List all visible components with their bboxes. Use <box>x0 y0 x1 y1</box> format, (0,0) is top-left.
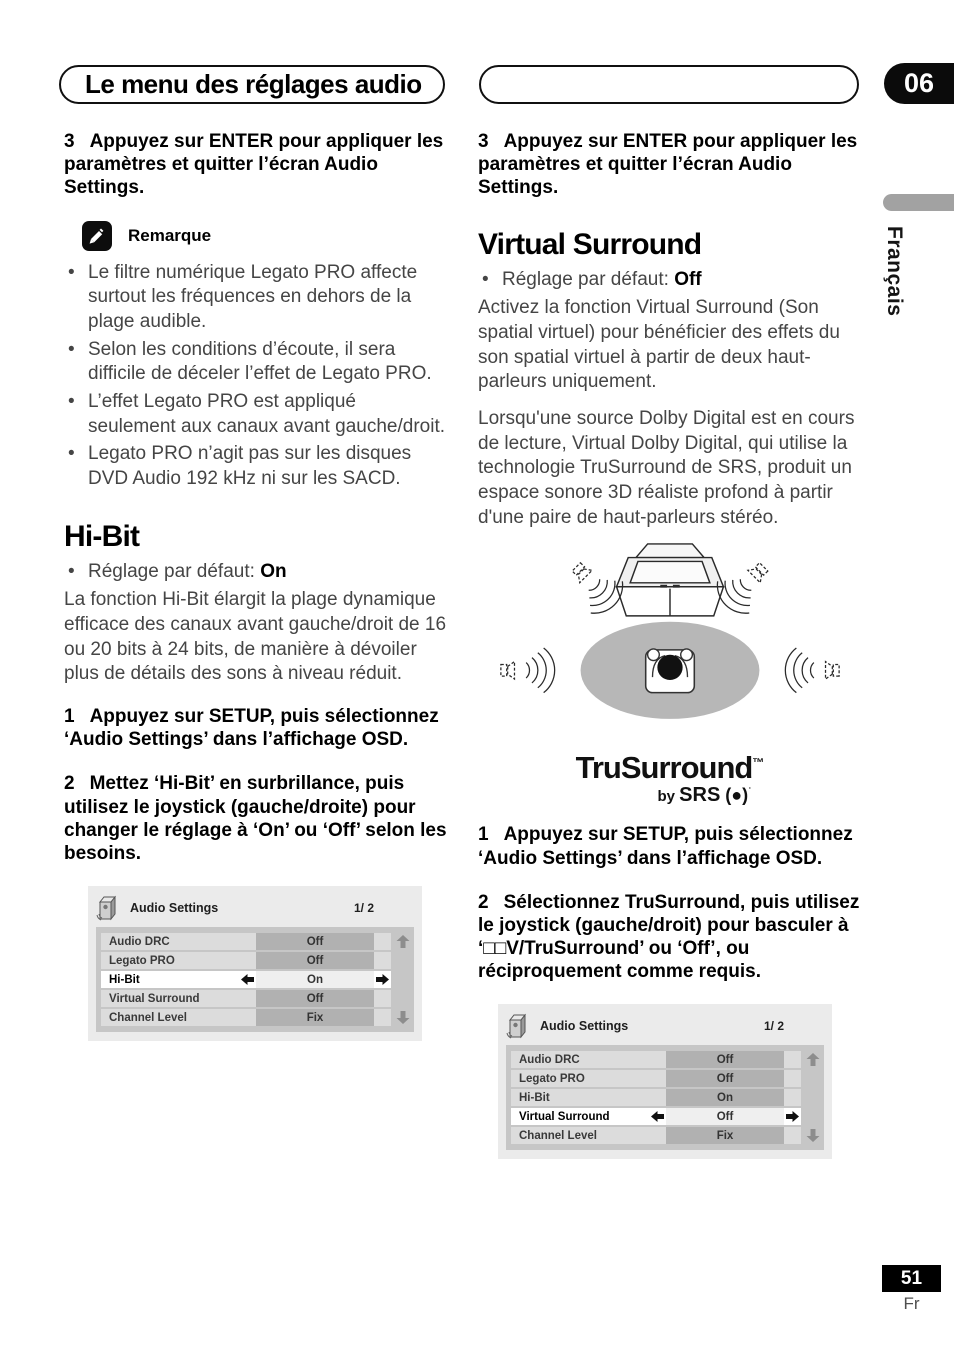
section-title-box <box>59 65 445 104</box>
right-column <box>478 130 861 1159</box>
right-arrow-icon <box>376 974 389 985</box>
osd-menu-panel <box>506 1045 824 1150</box>
note-item: • Le filtre numérique Legato PRO affecte surtout les fréquences en dehors de la plage audible. <box>64 261 447 335</box>
step-1-right <box>478 823 861 869</box>
osd-row-label: Audio DRC <box>109 935 170 948</box>
right-arrow-icon <box>786 1111 799 1122</box>
note-header <box>82 221 447 251</box>
osd-row-value: Off <box>666 1108 784 1125</box>
chapter-number: 06 <box>903 68 935 98</box>
speaker-icon <box>506 1013 528 1039</box>
section-heading-hibit: Hi-Bit <box>64 519 140 553</box>
osd-row-value: Off <box>666 1070 784 1087</box>
left-column <box>64 130 447 1041</box>
osd-row <box>101 990 391 1007</box>
note-item: • L’effet Legato PRO est appliqué seulement aux canaux avant gauche/droit. <box>64 390 447 439</box>
default-value: Off <box>674 268 702 290</box>
step-text: Appuyez sur SETUP, puis sélectionnez ‘Audio Settings’ dans l’affichage OSD. <box>64 706 439 751</box>
default-setting-bullet <box>478 268 861 293</box>
step-3-left <box>64 130 447 200</box>
osd-row-label: Hi-Bit <box>109 973 140 986</box>
page-title: Le menu des réglages audio <box>85 69 422 99</box>
step-number: 2 <box>64 773 75 795</box>
note-title: Remarque <box>128 225 212 245</box>
trademark-symbol: ™ <box>752 756 764 771</box>
osd-row-value: On <box>256 971 374 988</box>
osd-page-indicator: 1/ 2 <box>763 1019 784 1034</box>
osd-row-label: Legato PRO <box>519 1072 585 1085</box>
osd-row-selected <box>101 971 391 988</box>
srs-mark: (●) <box>720 785 749 806</box>
osd-scroll-indicators <box>395 933 410 1026</box>
osd-row-value: Off <box>256 990 374 1007</box>
note-item: • Legato PRO n’agit pas sur les disques DVD Audio 192 kHz ni sur les SACD. <box>64 442 447 491</box>
osd-screenshot-audio-settings <box>498 1004 832 1159</box>
step-text: Sélectionnez TruSurround, puis utilisez le joystick (gauche/droit) pour basculer à ‘□□V/TruSurround’ ou ‘Off’, ou réciproquement comme requis. <box>478 891 860 983</box>
osd-row-label: Virtual Surround <box>519 1110 610 1123</box>
osd-screenshot-audio-settings <box>88 886 422 1041</box>
osd-row <box>511 1089 801 1106</box>
osd-page-indicator: 1/ 2 <box>353 901 374 916</box>
step-number: 2 <box>478 891 489 913</box>
step-2-left <box>64 772 447 865</box>
osd-row-list <box>511 1051 801 1144</box>
osd-menu-panel <box>96 927 414 1032</box>
osd-row-value: Off <box>256 933 374 950</box>
osd-header <box>506 1013 824 1039</box>
osd-scroll-indicators <box>805 1051 820 1144</box>
page-language-abbr: Fr <box>903 1294 920 1313</box>
osd-row-label: Hi-Bit <box>519 1091 550 1104</box>
section-heading-virtual-surround: Virtual Surround <box>478 227 702 261</box>
osd-row-label: Legato PRO <box>109 954 175 967</box>
step-text: Appuyez sur ENTER pour appliquer les paramètres et quitter l’écran Audio Settings. <box>64 131 444 199</box>
osd-row <box>511 1051 801 1068</box>
osd-row <box>101 933 391 950</box>
osd-header <box>96 895 414 921</box>
left-arrow-icon <box>241 974 254 985</box>
osd-row-value: Off <box>666 1051 784 1068</box>
default-setting-bullet <box>64 560 447 585</box>
step-2-right <box>478 891 861 984</box>
left-arrow-icon <box>651 1111 664 1122</box>
osd-row <box>101 1009 391 1026</box>
step-number: 3 <box>478 131 489 152</box>
step-number: 1 <box>478 824 489 846</box>
hibit-description: La fonction Hi-Bit élargit la plage dynamique efficace des canaux avant gauche/droit de 16 ou 20 bits à 24 bits, de manière à dévoiler plus de détails des sons à niveau réduit. <box>64 589 447 685</box>
osd-row-list <box>101 933 391 1026</box>
step-number: 3 <box>64 131 75 152</box>
language-label: Français <box>883 226 906 317</box>
scroll-up-icon <box>396 935 410 948</box>
osd-row-label: Audio DRC <box>519 1053 580 1066</box>
trusurround-logo <box>478 752 861 807</box>
scroll-down-icon <box>806 1129 820 1142</box>
step-text: Mettez ‘Hi-Bit’ en surbrillance, puis utilisez le joystick (gauche/droite) pour changer le réglage à ‘On’ ou ‘Off’ selon les besoins. <box>64 773 447 864</box>
osd-row-value: Fix <box>666 1127 784 1144</box>
default-label: Réglage par défaut: <box>502 268 675 290</box>
listener-icon <box>645 649 694 693</box>
osd-row-selected <box>511 1108 801 1125</box>
step-1-left <box>64 705 447 751</box>
osd-row-value: Fix <box>256 1009 374 1026</box>
osd-row <box>101 952 391 969</box>
note-bullet-list <box>64 261 447 492</box>
speaker-icon <box>96 895 118 921</box>
logo-brand: SRS <box>679 784 721 807</box>
scroll-down-icon <box>396 1011 410 1024</box>
default-value: On <box>260 560 287 582</box>
virtual-surround-illustration <box>485 542 855 750</box>
osd-row-label: Channel Level <box>519 1129 597 1142</box>
vs-description-1: Activez la fonction Virtual Surround (Son spatial virtuel) pour bénéficier des effets du son spatial virtuel à partir de deux haut-parleurs uniquement. <box>478 297 840 393</box>
osd-row <box>511 1070 801 1087</box>
pencil-icon <box>82 221 112 251</box>
step-text: Appuyez sur SETUP, puis sélectionnez ‘Audio Settings’ dans l’affichage OSD. <box>478 824 853 869</box>
osd-title: Audio Settings <box>130 901 219 916</box>
logo-wordmark: TruSurround <box>575 750 753 786</box>
note-item: • Selon les conditions d’écoute, il sera difficile de déceler l’effet de Legato PRO. <box>64 338 447 387</box>
osd-row-label: Channel Level <box>109 1011 187 1024</box>
osd-row <box>511 1127 801 1144</box>
chapter-number-badge <box>884 63 954 104</box>
step-3-right <box>478 130 861 200</box>
vs-description-2: Lorsqu'une source Dolby Digital est en cours de lecture, Virtual Dolby Digital, qui utilise la technologie TruSurround de SRS, produit un espace sonore 3D réaliste profond à partir d'une paire de haut-parleurs stéréo. <box>478 407 855 528</box>
scroll-up-icon <box>806 1053 820 1066</box>
page-number-badge <box>882 1265 941 1292</box>
default-label: Réglage par défaut: <box>88 560 261 582</box>
osd-row-value: On <box>666 1089 784 1106</box>
logo-by: by <box>657 788 680 806</box>
header-box-secondary <box>479 65 859 104</box>
osd-row-label: Virtual Surround <box>109 992 200 1005</box>
page-number: 51 <box>900 1267 923 1289</box>
step-text: Appuyez sur ENTER pour appliquer les paramètres et quitter l’écran Audio Settings. <box>478 131 858 199</box>
osd-title: Audio Settings <box>540 1019 629 1034</box>
osd-row-value: Off <box>256 952 374 969</box>
logo-reg-dot: ˙ <box>748 787 752 799</box>
step-number: 1 <box>64 706 75 728</box>
language-tab-marker <box>883 194 954 211</box>
